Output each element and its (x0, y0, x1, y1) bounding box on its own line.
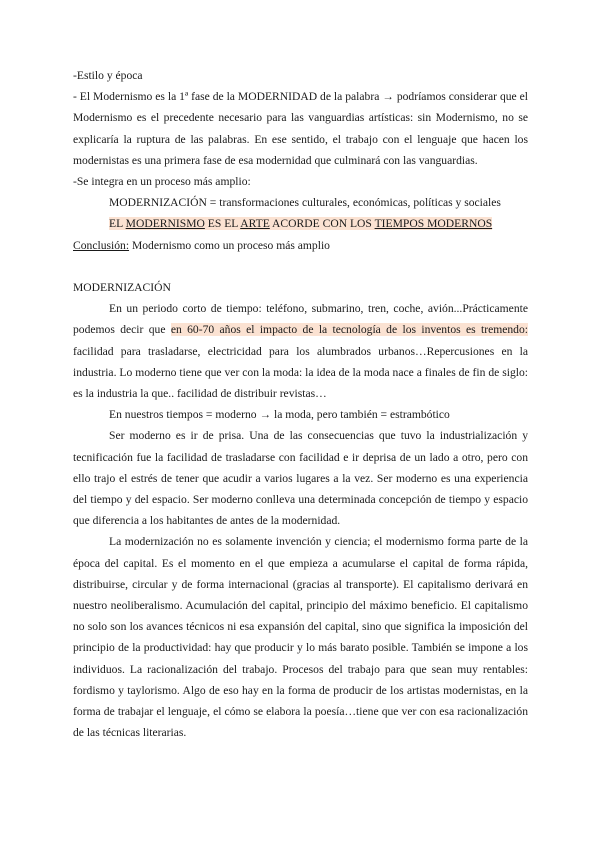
document-body (73, 65, 528, 743)
line-modernizacion-definicion: MODERNIZACIÓN = transformaciones culturales, económicas, políticas y sociales (109, 196, 501, 210)
hl-part-c: ES EL (204, 217, 241, 231)
hl-part-e: ACORDE CON LOS (269, 217, 375, 231)
paragraph-capital: La modernización no es solamente invención y ciencia; el modernismo forma parte de la época del capital. Es el momento en el que empieza a acumularse el capital de forma rápida, distribuirse, circular y de forma internacional (gracias al transporte). El capitalismo derivará en nuestro neoliberalismo. Acumulación del capital, principio del máximo beneficio. El capitalismo no solo son los avances técnicos ni esa expansión del capital, sino que significa la imposición del principio de la productividad: hay que producir y lo más barato posible. También se impone a los individuos. La racionalización del trabajo. Procesos del trabajo para que sean muy rentables: fordismo y taylorismo. Algo de eso hay en la forma de producir de los artistas modernistas, en la forma de trabajar el lenguaje, el cómo se elabora la poesía…tiene que ver con esa racionalización de las técnicas literarias. (73, 535, 528, 740)
paragraph-inventos-end: facilidad para trasladarse, electricidad para los alumbrados urbanos…Repercusiones en la industria. Lo moderno tiene que ver con la moda: la idea de la moda nace a finales de fin de siglo: es la industria la que.. facilidad de distribuir revistas… (73, 344, 528, 401)
conclusion-text: Modernismo como un proceso más amplio (129, 238, 330, 252)
paragraph-nuestros-tiempos: En nuestros tiempos = moderno → la moda, pero también = estrambótico (109, 408, 450, 422)
hl-part-arte: ARTE (240, 217, 270, 231)
paragraph-modernismo-fase: - El Modernismo es la 1ª fase de la MODERNIDAD de la palabra → podríamos considerar que el Modernismo es el precedente necesario para las vanguardias artísticas: sin Modernismo, no se explicaría la ruptura de las palabras. En ese sentido, el trabajo con el lenguaje que hacen los modernistas es una primera fase de esa modernidad que culminará con las vanguardias. (73, 90, 528, 167)
hl-part-tiempos: TIEMPOS MODERNOS (374, 217, 493, 231)
highlight-impacto-tecnologia: en 60-70 años el impacto de la tecnología de los inventos es tremendo: (170, 323, 528, 337)
hl-part-modernismo: MODERNISMO (125, 217, 205, 231)
paragraph-ser-moderno: Ser moderno es ir de prisa. Una de las consecuencias que tuvo la industrialización y tecnificación fue la facilidad de trasladarse con facilidad e ir deprisa de un lado a otro, pero con ello trajo el estrés de tener que acudir a varios lugares a la vez. Ser moderno es una experiencia del tiempo y del espacio. Ser moderno conlleva una determinada concepción de tiempo y espacio que diferencia a los habitantes de antes de la modernidad. (73, 429, 528, 528)
paragraph-inventos-start: En un periodo corto de tiempo: teléfono, submarino, tren, coche, avión...Prácticamente podemos decir que (73, 302, 528, 337)
section-title: MODERNIZACIÓN (73, 281, 171, 295)
paragraph-inventos (73, 298, 528, 404)
paragraph-proceso-amplio: -Se integra en un proceso más amplio: (73, 175, 251, 189)
highlighted-statement (73, 213, 528, 234)
hl-part-a: EL (109, 217, 126, 231)
conclusion-line (73, 235, 528, 256)
heading-estilo-epoca: -Estilo y época (73, 69, 143, 82)
conclusion-label: Conclusión: (73, 238, 130, 252)
